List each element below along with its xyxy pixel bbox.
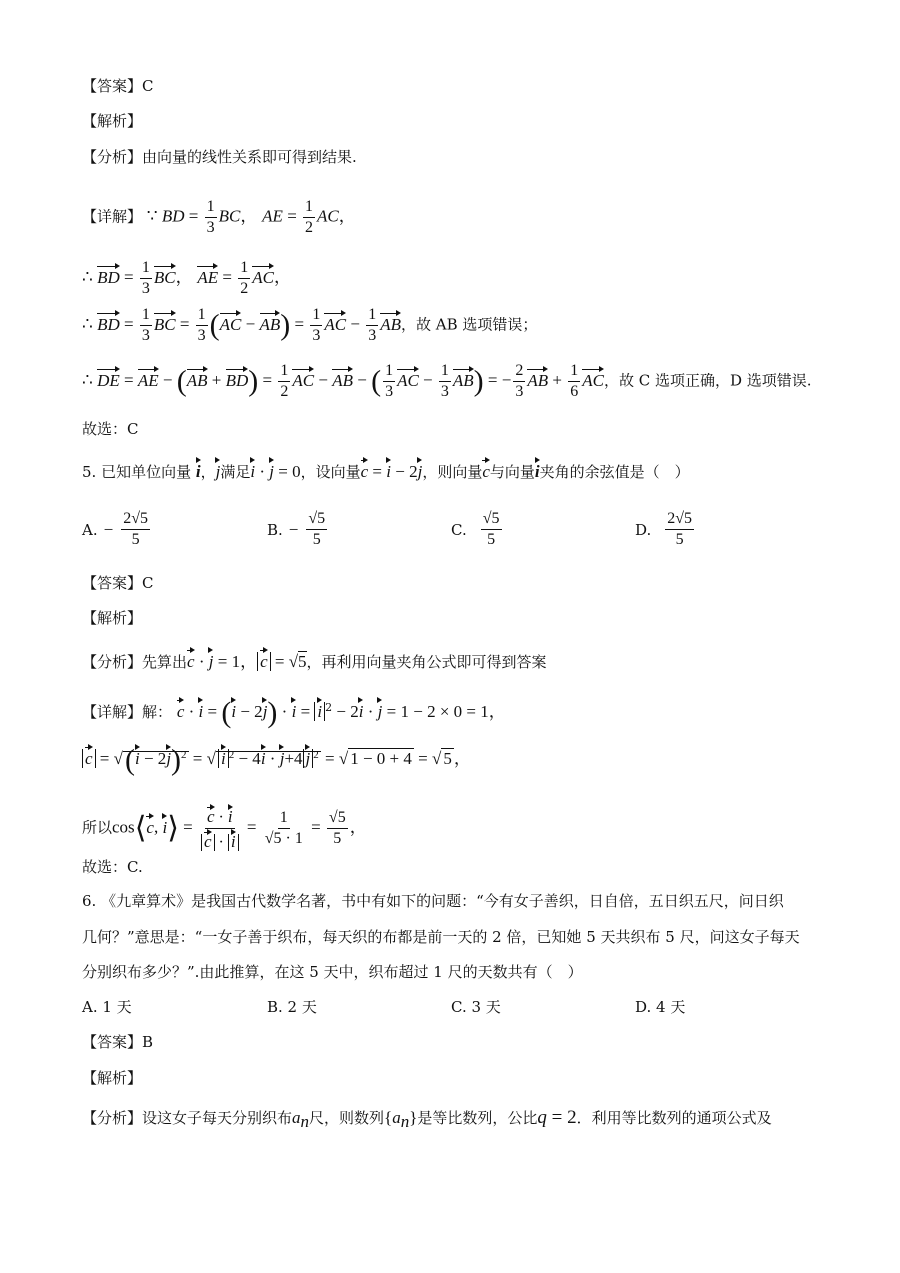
fenxi-tag: 【分析】	[82, 1109, 143, 1127]
q4-fenxi-line	[82, 146, 357, 168]
q5-suoyi: 所以	[82, 818, 113, 837]
q4-detail-line-1: 【详解】 ∵ BD = $\frac{1}{3}$ BC， AE = $\frac{1}{2}$ AC，	[82, 198, 356, 236]
q6-fenxi-d: ．利用等比数列的通项公式及	[576, 1109, 772, 1127]
q5-jiexi-line	[82, 607, 142, 629]
option-label: C.	[451, 520, 467, 539]
answer-tag: 【答案】	[82, 77, 143, 95]
q5-option-d	[635, 510, 696, 549]
fenxi-tag: 【分析】	[82, 148, 143, 166]
q5-answer: C	[142, 574, 154, 592]
q5-fenxi-b: ，再利用向量夹角公式即可得到答案	[306, 653, 547, 671]
option-numerator: √5	[481, 510, 502, 530]
jiexi-tag: 【解析】	[82, 112, 143, 130]
q6-answer: B	[142, 1033, 154, 1051]
q6-fenxi-a: 设这女子每天分别织布	[142, 1109, 293, 1127]
answer-tag: 【答案】	[82, 1033, 143, 1051]
fenxi-tag: 【分析】	[82, 653, 143, 671]
q5-stem-suffix: 夹角的余弦值是（ ）	[539, 463, 690, 481]
q5-guxuan	[82, 856, 143, 878]
option-numerator: 2√5	[121, 510, 150, 530]
q6-option-b	[267, 996, 317, 1017]
q6-jiexi-line	[82, 1067, 142, 1089]
q5-xiangjie-a: 解：	[142, 703, 173, 721]
q5-option-a	[82, 510, 152, 549]
q5-stem-prefix: 5. 已知单位向量	[82, 463, 192, 481]
q4-guxuan	[82, 418, 138, 440]
option-sign: −	[103, 519, 114, 539]
q4-jiexi-line	[82, 110, 142, 132]
q6-line2: 几何？”意思是：“一女子善于织布，每天织的布都是前一天的 2 倍，已知她 5 天共织布 5 尺，问这女子每天	[82, 928, 800, 946]
q5-guxuan-text: 故选：C.	[82, 858, 143, 876]
q6-stem-line-2	[82, 926, 800, 948]
option-denominator: 5	[131, 531, 140, 548]
q6-stem-line-1	[82, 890, 784, 912]
jiexi-tag: 【解析】	[82, 609, 143, 627]
xiangjie-tag: 【详解】	[82, 703, 143, 721]
option-label: B.	[267, 520, 283, 539]
q6-line1: 6. 《九章算术》是我国古代数学名著，书中有如下的问题：“今有女子善织，日自倍，五日织五尺，问日织	[82, 892, 784, 910]
option-label: D.	[635, 520, 652, 539]
q5-stem: 5. 已知单位向量 i，j满足i · j = 0，设向量c = i − 2j，则向量c与向量i夹角的余弦值是（ ）	[82, 458, 690, 483]
q5-option-c	[451, 510, 504, 549]
option-numerator: 2√5	[665, 510, 694, 530]
xiangjie-tag: 【详解】	[82, 207, 143, 226]
q5-detail-line-3: 所以cos⟨c, i⟩ = $\frac{c \cdot i}{c \cdot i}$ = $\frac{1}{√5 \cdot 1}$ = $\frac{√5}{5}$ ，	[82, 807, 367, 851]
option-denominator: 5	[487, 531, 496, 548]
q6-fenxi-line: 【分析】设这女子每天分别织布$a_n$尺，则数列$\{a_n\}$是等比数列，公比q = 2．利用等比数列的通项公式及	[82, 1107, 772, 1131]
q5-stem-mid5: 与向量	[489, 463, 535, 481]
option-label: A.	[82, 520, 98, 539]
q6-answer-line	[82, 1031, 153, 1053]
q4-answer-line	[82, 75, 154, 97]
q5-detail-line-2: $c = √(i - 2j)^2$ = √ i $^2$ − 4i · j+4 j $^2$ = √ 1 − 0 + 4 = √ 5 ，	[82, 744, 471, 772]
jiexi-tag: 【解析】	[82, 1069, 143, 1087]
q6-option-d	[635, 996, 685, 1017]
q4-step3-note: ，故 AB 选项错误；	[400, 315, 538, 334]
q6-fenxi-b: 尺，则数列	[309, 1109, 385, 1127]
option-label: A. 1 天	[82, 998, 132, 1016]
q5-fenxi-a: 先算出	[142, 653, 188, 671]
q4-guxuan-text: 故选：C	[82, 420, 139, 438]
q4-step4-note: ，故 C 选项正确，D 选项错误.	[603, 371, 812, 390]
q5-stem-mid2: 满足	[220, 463, 251, 481]
option-label: B. 2 天	[267, 998, 317, 1016]
q5-stem-mid1: ，	[200, 463, 216, 481]
q4-detail-line-3: ∴ BD = $\frac{1}{3}$ BC = $\frac{1}{3}$ (AC − AB) = $\frac{1}{3}$ AC − $\frac{1}{3}$ AB，故 AB 选项错误；	[82, 306, 538, 344]
q6-fenxi-c: 是等比数列，公比	[417, 1109, 538, 1127]
q5-fenxi-line: 【分析】先算出c · j = 1， c = √5，再利用向量夹角公式即可得到答案	[82, 648, 547, 673]
answer-tag: 【答案】	[82, 574, 143, 592]
option-label: C. 3 天	[451, 998, 501, 1016]
q6-line3: 分别织布多少？”.由此推算，在这 5 天中，织布超过 1 尺的天数共有（ ）	[82, 963, 583, 981]
q4-detail-line-4: ∴ DE = AE − (AB + BD) = $\frac{1}{2}$ AC − AB − ( $\frac{1}{3}$ AC − $\frac{1}{3}$ AB) = − $\frac{2}{3}$ AB + $\frac{1}{6}$ AC，故 C 选项正确，D 选项错误.	[82, 362, 812, 400]
q4-fenxi-text: 由向量的线性关系即可得到结果.	[142, 148, 357, 166]
q5-detail-line-1: 【详解】解： c · i = (i − 2j) · i = i $^2$ − 2i · j = 1 − 2 × 0 = 1，	[82, 696, 506, 729]
q6-stem-line-3	[82, 961, 583, 983]
q5-stem-mid3: ，设向量	[300, 463, 361, 481]
q5-answer-line	[82, 572, 154, 594]
q5-stem-mid4: ，则向量	[422, 463, 483, 481]
q6-option-c	[451, 996, 501, 1017]
q6-option-a	[82, 996, 132, 1017]
q4-detail-line-2: ∴ BD = $\frac{1}{3}$ BC， AE = $\frac{1}{2}$ AC，	[82, 259, 291, 297]
q5-option-b	[267, 510, 329, 549]
option-denominator: 5	[312, 531, 321, 548]
option-label: D. 4 天	[635, 998, 686, 1016]
q4-answer: C	[142, 77, 154, 95]
option-numerator: √5	[306, 510, 327, 530]
option-denominator: 5	[675, 531, 684, 548]
option-sign: −	[288, 519, 299, 539]
